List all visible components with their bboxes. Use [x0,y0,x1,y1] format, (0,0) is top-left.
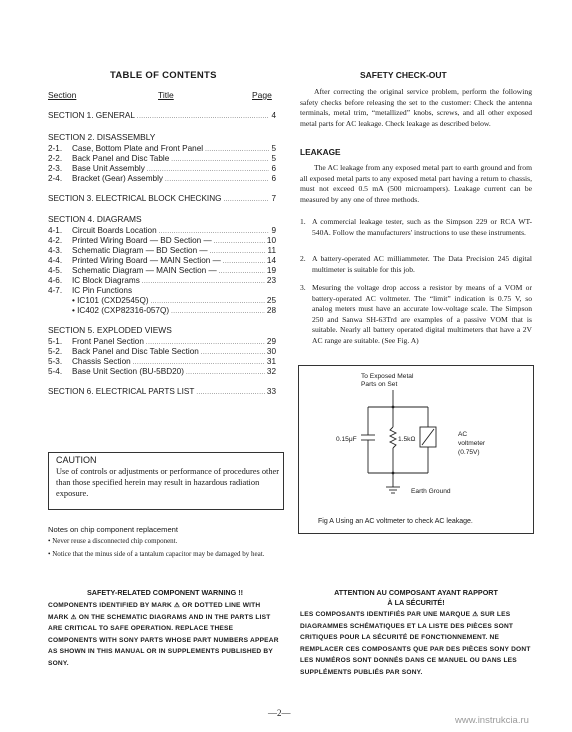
toc-entry[interactable] [48,266,276,275]
toc-text: Printed Wiring Board — MAIN Section — [72,256,221,265]
toc-col-section: Section [48,90,77,100]
toc-num: 4-2. [48,236,63,245]
toc-text: Case, Bottom Plate and Front Panel [72,144,204,153]
toc-section-label: SECTION 1. GENERAL [48,111,135,120]
toc-text: Back Panel and Disc Table [72,154,170,163]
fig-meter-label: AC [458,431,468,438]
toc-text: Base Unit Section (BU-5BD20) [72,367,184,376]
toc-page: 5 [271,144,276,153]
method-item [300,254,532,275]
toc-num: 4-5. [48,266,63,275]
toc-entry[interactable] [48,246,276,255]
chip-note: • Never reuse a disconnected chip component. [48,537,178,545]
caution-text: Use of controls or adjustments or performance of procedures other than those specified herein may result in hazardous radiation exposure. [56,467,280,498]
toc-text: Schematic Diagram — MAIN Section — [72,266,217,275]
toc-text: Schematic Diagram — BD Section — [72,246,208,255]
figure-caption: Fig A Using an AC voltmeter to check AC leakage. [318,518,473,525]
toc-entry[interactable] [48,144,276,153]
toc-num: 4-6. [48,276,63,285]
method-num: 3. [300,283,306,292]
toc-text: Printed Wiring Board — BD Section — [72,236,212,245]
toc-entry[interactable] [48,256,276,265]
french-warning-text: LES COMPOSANTS IDENTIFIÉS PAR UNE MARQUE ⚠ SUR LES DIAGRAMMES SCHÉMATIQUES ET LA LISTE DES PIÈCES SONT CRITIQUES POUR LA SÉCURITÉ DE FONCTIONNEMENT. NE REMPLACER CES COMPOSANTS QUE PAR DES PIÈCES SONY DONT LES NUMÉROS SONT DONNÉS DANS CE MANUEL OU DANS LES SUPPLÉMENTS PUBLIÉS PAR SONY. [300,611,531,676]
toc-entry[interactable] [48,296,276,305]
toc-section-3[interactable] [48,194,276,203]
toc-page: 6 [271,164,276,173]
toc-page: 33 [266,387,276,396]
toc-entry[interactable] [48,226,276,235]
toc-page: 31 [266,357,276,366]
method-num: 1. [300,217,306,226]
safety-checkout-title: SAFETY CHECK-OUT [360,70,447,80]
toc-page: 4 [271,111,276,120]
toc-col-page: Page [252,90,272,100]
toc-page: 19 [266,266,276,275]
toc-section-label: SECTION 6. ELECTRICAL PARTS LIST [48,387,195,396]
watermark: www.instrukcia.ru [455,715,529,726]
toc-page: 6 [271,174,276,183]
fig-capacitor-label: 0.15μF [336,436,357,443]
safety-intro: After correcting the original service problem, perform the following safety checks before releasing the set to the customer: Check the antenna terminals, metal trim, “metallized” knobs, screws, and all other exposed metal parts for AC leakage. Check leakage as described below. [300,87,532,128]
fig-meter-label: (0.75V) [458,449,480,456]
chip-note: • Notice that the minus side of a tantalum capacitor may be damaged by heat. [48,550,265,558]
toc-text: Back Panel and Disc Table Section [72,347,199,356]
toc-num: 2-2. [48,154,63,163]
fig-ground-label: Earth Ground [411,488,451,495]
junction-dot [392,406,395,409]
toc-entry[interactable] [48,286,276,295]
toc-page: 32 [266,367,276,376]
safety-warning-title: SAFETY-RELATED COMPONENT WARNING !! [87,588,243,597]
method-item [300,283,532,346]
toc-num: 2-1. [48,144,63,153]
toc-num: 5-2. [48,347,63,356]
toc-page: 14 [266,256,276,265]
toc-entry[interactable] [48,164,276,173]
toc-text: Circuit Boards Location [72,226,157,235]
toc-text: Base Unit Assembly [72,164,145,173]
toc-num: 5-3. [48,357,63,366]
toc-text: IC Block Diagrams [72,276,140,285]
method-num: 2. [300,254,306,263]
toc-page: 10 [266,236,276,245]
fig-label-top: To Exposed Metal [361,373,414,380]
fig-label-top: Parts on Set [361,381,398,388]
toc-entry[interactable] [48,347,276,356]
toc-text: • IC101 (CXD2545Q) [72,296,149,305]
toc-num: 5-1. [48,337,63,346]
method-text: A battery-operated AC milliammeter. The Data Precision 245 digital multimeter is suitable for this job. [312,254,532,274]
toc-section-1[interactable] [48,111,276,120]
method-item [300,217,532,238]
toc-entry[interactable] [48,236,276,245]
toc-entry[interactable] [48,367,276,376]
toc-entry[interactable] [48,306,276,315]
toc-entry[interactable] [48,174,276,183]
toc-page: 28 [266,306,276,315]
toc-text: Front Panel Section [72,337,144,346]
meter-needle [422,429,434,445]
toc-text: Bracket (Gear) Assembly [72,174,163,183]
toc-section-4-heading: SECTION 4. DIAGRAMS [48,214,142,224]
toc-entry[interactable] [48,357,276,366]
toc-entry[interactable] [48,276,276,285]
leakage-text: The AC leakage from any exposed metal part to earth ground and from all exposed metal parts to any exposed metal part having a return to chassis, must not exceed 0.5 mA (500 microampers). Leakage current can be measured by any one of three methods. [300,163,532,204]
toc-num: 4-3. [48,246,63,255]
toc-num: 2-4. [48,174,63,183]
toc-page: 9 [271,226,276,235]
toc-num: 4-7. [48,286,63,295]
leakage-circuit-diagram [298,365,532,532]
fig-resistor-label: 1.5kΩ [398,436,416,443]
fig-meter-label: voltmeter [458,440,486,447]
resistor [390,427,396,448]
toc-col-title: Title [158,90,174,100]
toc-text: • IC402 (CXP82316-057Q) [72,306,170,315]
toc-entry[interactable] [48,337,276,346]
toc-text: IC Pin Functions [72,286,133,295]
safety-warning-text: COMPONENTS IDENTIFIED BY MARK ⚠ OR DOTTED LINE WITH MARK ⚠ ON THE SCHEMATIC DIAGRAMS AND IN THE PARTS LIST ARE CRITICAL TO SAFE OPERATION. REPLACE THESE COMPONENTS WITH SONY PARTS WHOSE PART NUMBERS APPEAR AS SHOWN IN THIS MANUAL OR IN SUPPLEMENTS PUBLISHED BY SONY. [48,602,279,667]
method-text: A commercial leakage tester, such as the Simpson 229 or RCA WT-540A. Follow the manufacturers' instructions to use these instruments. [312,217,532,237]
toc-entry[interactable] [48,154,276,163]
toc-page: 29 [266,337,276,346]
page-number: —2— [268,708,291,718]
chip-notes-title: Notes on chip component replacement [48,525,179,534]
toc-page: 5 [271,154,276,163]
caution-title: CAUTION [56,455,97,465]
leakage-title: LEAKAGE [300,147,341,157]
toc-page: 30 [266,347,276,356]
toc-num: 4-1. [48,226,63,235]
toc-page: 11 [267,246,276,255]
french-warning-title: À LA SÉCURITÉ! [387,598,445,607]
toc-section-2-heading: SECTION 2. DISASSEMBLY [48,132,156,142]
toc-page: 7 [271,194,276,203]
method-text: Mesuring the voltage drop accoss a resistor by means of a VOM or battery-operated AC voltmeter. The “limit” indication is 0.75 V, so analog meters must have an accurate low-voltage scale. The Simpson 250 and Sanwa SH-63Trd are examples of a passive VOM that is suitable. Nearly all battery operated digital multimeters that have a 2V AC range are suitable. (See Fig. A) [312,283,532,345]
toc-page: 23 [266,276,276,285]
toc-num: 2-3. [48,164,63,173]
toc-section-6[interactable] [48,387,276,396]
junction-dot [392,472,395,475]
toc-title: TABLE OF CONTENTS [110,70,217,81]
toc-section-5-heading: SECTION 5. EXPLODED VIEWS [48,325,172,335]
toc-page: 25 [266,296,276,305]
toc-num: 4-4. [48,256,63,265]
toc-section-label: SECTION 3. ELECTRICAL BLOCK CHECKING [48,194,222,203]
toc-num: 5-4. [48,367,63,376]
french-warning-title: ATTENTION AU COMPOSANT AYANT RAPPORT [334,588,498,597]
toc-text: Chassis Section [72,357,131,366]
